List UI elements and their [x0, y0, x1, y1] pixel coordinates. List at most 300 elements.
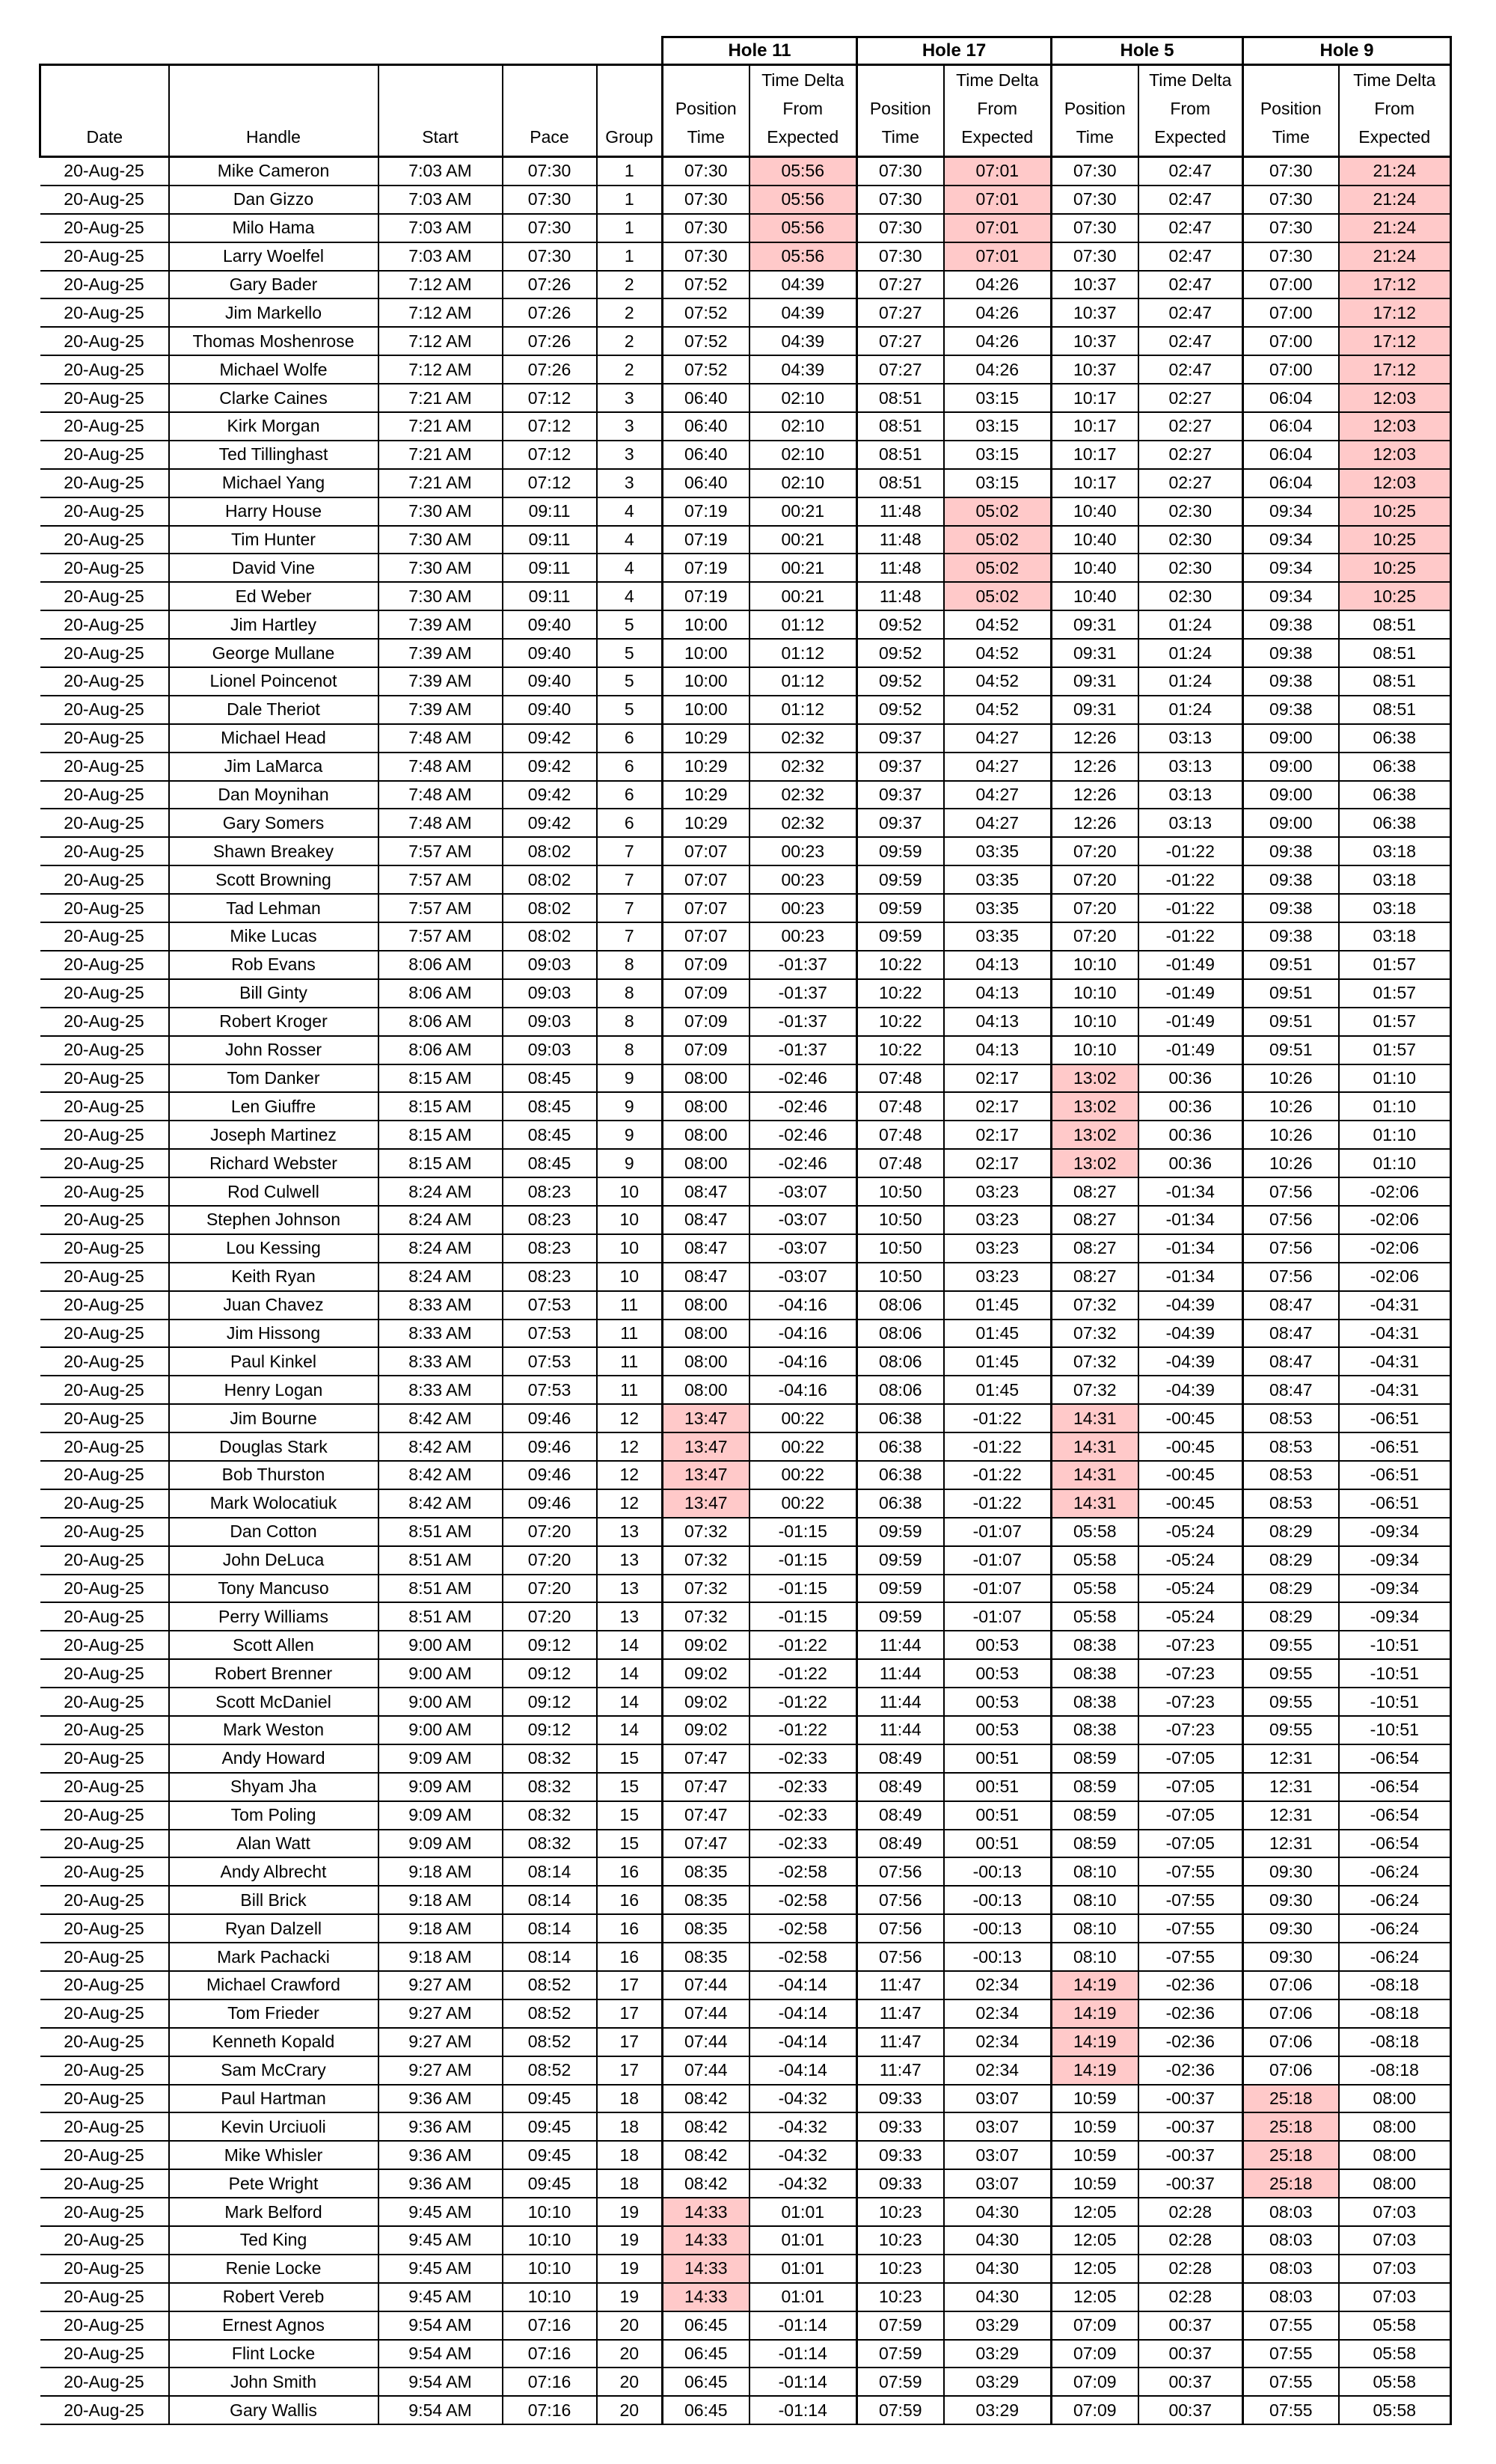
group-cell: 1: [597, 157, 663, 186]
position-time-cell: 07:30: [1052, 186, 1138, 214]
time-delta-cell: 00:37: [1138, 2340, 1243, 2368]
position-time-cell: 07:09: [1052, 2340, 1138, 2368]
start-cell: 7:39 AM: [378, 696, 503, 724]
start-cell: 9:27 AM: [378, 1999, 503, 2028]
date-cell: 20-Aug-25: [40, 1886, 169, 1914]
pace-cell: 09:42: [503, 809, 597, 837]
time-delta-cell: 00:21: [749, 497, 857, 526]
position-time-cell: 08:47: [1243, 1320, 1339, 1348]
group-cell: 9: [597, 1064, 663, 1093]
group-cell: 6: [597, 753, 663, 781]
time-delta-cell: 03:18: [1339, 865, 1451, 894]
group-cell: 12: [597, 1432, 663, 1461]
table-row: [40, 327, 1451, 355]
position-time-cell: 09:02: [663, 1716, 749, 1744]
column-header: [857, 65, 944, 157]
pace-cell: 09:03: [503, 1036, 597, 1064]
position-time-cell: 11:48: [857, 582, 944, 610]
handle-cell: Rod Culwell: [169, 1177, 378, 1206]
time-delta-cell: 02:34: [944, 2056, 1052, 2085]
time-delta-cell: 02:32: [749, 753, 857, 781]
pace-cell: 08:32: [503, 1773, 597, 1801]
start-cell: 7:30 AM: [378, 497, 503, 526]
start-cell: 8:15 AM: [378, 1064, 503, 1093]
time-delta-cell: -08:18: [1339, 2028, 1451, 2056]
time-delta-cell: -04:39: [1138, 1291, 1243, 1320]
time-delta-cell: -01:22: [749, 1688, 857, 1716]
column-header: Group: [597, 65, 663, 157]
time-delta-cell: 02:30: [1138, 526, 1243, 554]
position-time-cell: 08:49: [857, 1801, 944, 1830]
position-time-cell: 08:00: [663, 1092, 749, 1121]
table-row: [40, 809, 1451, 837]
table-row: [40, 1971, 1451, 1999]
pace-cell: 08:23: [503, 1177, 597, 1206]
position-time-cell: 07:09: [663, 951, 749, 979]
date-cell: 20-Aug-25: [40, 497, 169, 526]
time-delta-cell: -06:51: [1339, 1489, 1451, 1518]
time-delta-cell: 04:13: [944, 1036, 1052, 1064]
time-delta-cell: -04:39: [1138, 1320, 1243, 1348]
time-delta-cell: 02:10: [749, 412, 857, 441]
start-cell: 9:45 AM: [378, 2226, 503, 2255]
pace-cell: 09:45: [503, 2112, 597, 2141]
pace-cell: 08:14: [503, 1943, 597, 1971]
group-cell: 17: [597, 1971, 663, 1999]
handle-cell: Tim Hunter: [169, 526, 378, 554]
position-time-cell: 08:10: [1052, 1886, 1138, 1914]
date-cell: 20-Aug-25: [40, 865, 169, 894]
column-header-line: From: [1170, 99, 1211, 118]
time-delta-cell: -00:45: [1138, 1489, 1243, 1518]
time-delta-cell: 03:13: [1138, 753, 1243, 781]
time-delta-cell: -07:05: [1138, 1801, 1243, 1830]
group-cell: 18: [597, 2141, 663, 2169]
time-delta-cell: 03:07: [944, 2112, 1052, 2141]
time-delta-cell: 08:51: [1339, 667, 1451, 696]
time-delta-cell: 21:24: [1339, 242, 1451, 271]
time-delta-cell: 02:17: [944, 1121, 1052, 1149]
column-header: [1052, 65, 1138, 157]
position-time-cell: 10:29: [663, 724, 749, 753]
position-time-cell: 09:55: [1243, 1631, 1339, 1659]
handle-cell: Ed Weber: [169, 582, 378, 610]
column-header: Date: [40, 65, 169, 157]
time-delta-cell: -07:55: [1138, 1886, 1243, 1914]
start-cell: 7:30 AM: [378, 554, 503, 582]
position-time-cell: 07:07: [663, 837, 749, 865]
position-time-cell: 07:32: [1052, 1347, 1138, 1376]
start-cell: 8:51 AM: [378, 1602, 503, 1631]
column-header-line: From: [1374, 99, 1415, 118]
time-delta-cell: 03:18: [1339, 837, 1451, 865]
group-cell: 2: [597, 327, 663, 355]
position-time-cell: 09:52: [857, 696, 944, 724]
time-delta-cell: 07:03: [1339, 2226, 1451, 2255]
time-delta-cell: 02:27: [1138, 384, 1243, 412]
time-delta-cell: 04:26: [944, 271, 1052, 299]
time-delta-cell: 02:47: [1138, 298, 1243, 327]
position-time-cell: 09:51: [1243, 951, 1339, 979]
handle-cell: Dan Gizzo: [169, 186, 378, 214]
time-delta-cell: 08:00: [1339, 2169, 1451, 2198]
position-time-cell: 10:17: [1052, 469, 1138, 497]
time-delta-cell: -00:37: [1138, 2112, 1243, 2141]
table-row: [40, 1518, 1451, 1546]
time-delta-cell: 02:10: [749, 384, 857, 412]
time-delta-cell: 04:27: [944, 753, 1052, 781]
handle-cell: Paul Kinkel: [169, 1347, 378, 1376]
position-time-cell: 07:19: [663, 582, 749, 610]
pace-cell: 08:23: [503, 1234, 597, 1263]
time-delta-cell: 05:02: [944, 582, 1052, 610]
time-delta-cell: -06:51: [1339, 1461, 1451, 1489]
time-delta-cell: 05:02: [944, 526, 1052, 554]
time-delta-cell: 00:53: [944, 1659, 1052, 1688]
position-time-cell: 07:30: [1243, 242, 1339, 271]
time-delta-cell: -01:15: [749, 1518, 857, 1546]
date-cell: 20-Aug-25: [40, 951, 169, 979]
date-cell: 20-Aug-25: [40, 554, 169, 582]
time-delta-cell: 10:25: [1339, 497, 1451, 526]
time-delta-cell: 00:51: [944, 1801, 1052, 1830]
position-time-cell: 09:55: [1243, 1688, 1339, 1716]
pace-cell: 09:03: [503, 951, 597, 979]
time-delta-cell: -07:05: [1138, 1830, 1243, 1858]
position-time-cell: 07:48: [857, 1092, 944, 1121]
position-time-cell: 09:59: [857, 1546, 944, 1575]
time-delta-cell: 00:21: [749, 582, 857, 610]
start-cell: 7:30 AM: [378, 582, 503, 610]
position-time-cell: 12:31: [1243, 1830, 1339, 1858]
time-delta-cell: -02:33: [749, 1744, 857, 1773]
pace-cell: 10:10: [503, 2255, 597, 2283]
position-time-cell: 10:29: [663, 753, 749, 781]
handle-cell: Joseph Martinez: [169, 1121, 378, 1149]
group-cell: 4: [597, 582, 663, 610]
table-row: [40, 922, 1451, 951]
pace-cell: 07:30: [503, 242, 597, 271]
position-time-cell: 08:03: [1243, 2283, 1339, 2311]
date-cell: 20-Aug-25: [40, 2396, 169, 2424]
date-cell: 20-Aug-25: [40, 1801, 169, 1830]
time-delta-cell: 02:47: [1138, 327, 1243, 355]
time-delta-cell: 03:35: [944, 922, 1052, 951]
table-row: [40, 979, 1451, 1008]
handle-cell: Andy Howard: [169, 1744, 378, 1773]
start-cell: 9:09 AM: [378, 1801, 503, 1830]
pace-cell: 08:45: [503, 1092, 597, 1121]
time-delta-cell: -02:46: [749, 1064, 857, 1093]
handle-cell: Michael Wolfe: [169, 355, 378, 384]
pace-cell: 08:14: [503, 1914, 597, 1943]
start-cell: 7:39 AM: [378, 639, 503, 667]
time-delta-cell: -06:54: [1339, 1744, 1451, 1773]
pace-cell: 07:30: [503, 186, 597, 214]
time-delta-cell: -06:24: [1339, 1857, 1451, 1886]
time-delta-cell: -02:36: [1138, 1999, 1243, 2028]
position-time-cell: 09:59: [857, 837, 944, 865]
position-time-cell: 08:53: [1243, 1461, 1339, 1489]
position-time-cell: 09:59: [857, 865, 944, 894]
date-cell: 20-Aug-25: [40, 1575, 169, 1603]
date-cell: 20-Aug-25: [40, 1518, 169, 1546]
handle-cell: Sam McCrary: [169, 2056, 378, 2085]
position-time-cell: 07:06: [1243, 2056, 1339, 2085]
table-row: [40, 1830, 1451, 1858]
time-delta-cell: -04:14: [749, 2028, 857, 2056]
time-delta-cell: 04:27: [944, 781, 1052, 809]
group-cell: 1: [597, 186, 663, 214]
position-time-cell: 08:47: [663, 1263, 749, 1291]
time-delta-cell: -06:24: [1339, 1943, 1451, 1971]
time-delta-cell: -04:31: [1339, 1291, 1451, 1320]
date-cell: 20-Aug-25: [40, 2028, 169, 2056]
time-delta-cell: 00:36: [1138, 1149, 1243, 1177]
time-delta-cell: -00:45: [1138, 1432, 1243, 1461]
position-time-cell: 13:02: [1052, 1064, 1138, 1093]
time-delta-cell: -05:24: [1138, 1546, 1243, 1575]
handle-cell: Tom Poling: [169, 1801, 378, 1830]
table-row: [40, 497, 1451, 526]
time-delta-cell: -01:07: [944, 1575, 1052, 1603]
table-row: [40, 724, 1451, 753]
position-time-cell: 07:19: [663, 497, 749, 526]
time-delta-cell: -10:51: [1339, 1716, 1451, 1744]
position-time-cell: 08:51: [857, 469, 944, 497]
handle-cell: Jim LaMarca: [169, 753, 378, 781]
column-header: [1138, 65, 1243, 157]
handle-cell: Ted King: [169, 2226, 378, 2255]
time-delta-cell: -06:24: [1339, 1914, 1451, 1943]
time-delta-cell: -03:07: [749, 1234, 857, 1263]
handle-cell: Len Giuffre: [169, 1092, 378, 1121]
time-delta-cell: 01:45: [944, 1347, 1052, 1376]
pace-cell: 07:20: [503, 1602, 597, 1631]
position-time-cell: 07:32: [663, 1546, 749, 1575]
time-delta-cell: 02:30: [1138, 582, 1243, 610]
group-cell: 17: [597, 1999, 663, 2028]
time-delta-cell: 00:21: [749, 554, 857, 582]
position-time-cell: 08:53: [1243, 1432, 1339, 1461]
time-delta-cell: 00:23: [749, 865, 857, 894]
position-time-cell: 08:35: [663, 1914, 749, 1943]
time-delta-cell: 04:39: [749, 355, 857, 384]
time-delta-cell: 06:38: [1339, 724, 1451, 753]
table-row: [40, 214, 1451, 242]
pace-cell: 07:16: [503, 2340, 597, 2368]
time-delta-cell: 03:13: [1138, 781, 1243, 809]
start-cell: 7:48 AM: [378, 781, 503, 809]
handle-cell: Perry Williams: [169, 1602, 378, 1631]
table-row: [40, 1206, 1451, 1234]
time-delta-cell: 02:17: [944, 1149, 1052, 1177]
date-cell: 20-Aug-25: [40, 2056, 169, 2085]
column-header-line: Expected: [1358, 127, 1431, 147]
date-cell: 20-Aug-25: [40, 2255, 169, 2283]
table-row: [40, 554, 1451, 582]
column-header-line: Time Delta: [1353, 70, 1436, 90]
group-cell: 13: [597, 1546, 663, 1575]
date-cell: 20-Aug-25: [40, 1121, 169, 1149]
pace-cell: 07:53: [503, 1376, 597, 1404]
group-cell: 14: [597, 1631, 663, 1659]
pace-cell: 10:10: [503, 2283, 597, 2311]
table-row: [40, 1092, 1451, 1121]
position-time-cell: 08:29: [1243, 1518, 1339, 1546]
time-delta-cell: 01:12: [749, 667, 857, 696]
position-time-cell: 09:37: [857, 724, 944, 753]
date-cell: 20-Aug-25: [40, 1064, 169, 1093]
time-delta-cell: 03:13: [1138, 809, 1243, 837]
column-header: [749, 65, 857, 157]
time-delta-cell: -07:23: [1138, 1716, 1243, 1744]
date-cell: 20-Aug-25: [40, 1688, 169, 1716]
time-delta-cell: -01:37: [749, 951, 857, 979]
time-delta-cell: 00:53: [944, 1716, 1052, 1744]
time-delta-cell: 00:51: [944, 1773, 1052, 1801]
time-delta-cell: -02:33: [749, 1801, 857, 1830]
table-row: [40, 1801, 1451, 1830]
time-delta-cell: -02:06: [1339, 1177, 1451, 1206]
table-row: [40, 1008, 1451, 1036]
time-delta-cell: 02:27: [1138, 412, 1243, 441]
pace-cell: 09:11: [503, 582, 597, 610]
position-time-cell: 09:52: [857, 639, 944, 667]
group-cell: 11: [597, 1376, 663, 1404]
date-cell: 20-Aug-25: [40, 2311, 169, 2340]
pace-cell: 07:26: [503, 298, 597, 327]
table-row: [40, 1064, 1451, 1093]
position-time-cell: 10:23: [857, 2226, 944, 2255]
start-cell: 7:39 AM: [378, 610, 503, 639]
date-cell: 20-Aug-25: [40, 271, 169, 299]
date-cell: 20-Aug-25: [40, 214, 169, 242]
position-time-cell: 07:55: [1243, 2396, 1339, 2424]
position-time-cell: 09:00: [1243, 724, 1339, 753]
start-cell: 7:21 AM: [378, 441, 503, 469]
position-time-cell: 09:33: [857, 2141, 944, 2169]
position-time-cell: 09:34: [1243, 582, 1339, 610]
handle-cell: Ryan Dalzell: [169, 1914, 378, 1943]
pace-cell: 08:23: [503, 1263, 597, 1291]
handle-cell: John DeLuca: [169, 1546, 378, 1575]
table-body: [40, 157, 1451, 2425]
pace-cell: 08:32: [503, 1801, 597, 1830]
table-row: [40, 610, 1451, 639]
date-cell: 20-Aug-25: [40, 1914, 169, 1943]
time-delta-cell: 12:03: [1339, 384, 1451, 412]
group-cell: 4: [597, 526, 663, 554]
time-delta-cell: -01:34: [1138, 1234, 1243, 1263]
position-time-cell: 07:30: [1243, 214, 1339, 242]
position-time-cell: 06:04: [1243, 441, 1339, 469]
time-delta-cell: -02:36: [1138, 2028, 1243, 2056]
position-time-cell: 08:10: [1052, 1943, 1138, 1971]
position-time-cell: 25:18: [1243, 2112, 1339, 2141]
time-delta-cell: 04:39: [749, 298, 857, 327]
hole-header: Hole 17: [857, 37, 1052, 65]
position-time-cell: 25:18: [1243, 2169, 1339, 2198]
position-time-cell: 10:40: [1052, 582, 1138, 610]
column-header-line: Position: [1064, 99, 1126, 118]
position-time-cell: 07:56: [1243, 1206, 1339, 1234]
group-cell: 8: [597, 951, 663, 979]
time-delta-cell: 00:23: [749, 837, 857, 865]
start-cell: 8:24 AM: [378, 1263, 503, 1291]
table-row: [40, 837, 1451, 865]
group-cell: 6: [597, 724, 663, 753]
time-delta-cell: 03:13: [1138, 724, 1243, 753]
date-cell: 20-Aug-25: [40, 1234, 169, 1263]
time-delta-cell: 03:15: [944, 441, 1052, 469]
date-cell: 20-Aug-25: [40, 837, 169, 865]
position-time-cell: 07:30: [663, 186, 749, 214]
date-cell: 20-Aug-25: [40, 1404, 169, 1432]
position-time-cell: 06:45: [663, 2340, 749, 2368]
handle-cell: Gary Bader: [169, 271, 378, 299]
start-cell: 7:03 AM: [378, 214, 503, 242]
position-time-cell: 06:45: [663, 2311, 749, 2340]
start-cell: 9:36 AM: [378, 2169, 503, 2198]
handle-cell: Mark Wolocatiuk: [169, 1489, 378, 1518]
position-time-cell: 12:26: [1052, 724, 1138, 753]
pace-cell: 09:46: [503, 1404, 597, 1432]
position-time-cell: 08:00: [663, 1121, 749, 1149]
group-cell: 13: [597, 1575, 663, 1603]
pace-cell: 07:20: [503, 1518, 597, 1546]
time-delta-cell: 01:24: [1138, 639, 1243, 667]
time-delta-cell: -01:37: [749, 979, 857, 1008]
handle-cell: Kevin Urciuoli: [169, 2112, 378, 2141]
pace-cell: 09:03: [503, 1008, 597, 1036]
date-cell: 20-Aug-25: [40, 1716, 169, 1744]
time-delta-cell: -01:49: [1138, 979, 1243, 1008]
time-delta-cell: 00:22: [749, 1489, 857, 1518]
time-delta-cell: -07:05: [1138, 1744, 1243, 1773]
group-cell: 9: [597, 1149, 663, 1177]
time-delta-cell: 04:26: [944, 355, 1052, 384]
time-delta-cell: 03:15: [944, 384, 1052, 412]
group-cell: 16: [597, 1857, 663, 1886]
date-cell: 20-Aug-25: [40, 1489, 169, 1518]
position-time-cell: 10:26: [1243, 1092, 1339, 1121]
position-time-cell: 07:30: [1052, 214, 1138, 242]
position-time-cell: 07:27: [857, 298, 944, 327]
position-time-cell: 08:35: [663, 1886, 749, 1914]
table-row: [40, 2085, 1451, 2113]
table-row: [40, 582, 1451, 610]
time-delta-cell: -01:37: [749, 1036, 857, 1064]
time-delta-cell: -04:16: [749, 1376, 857, 1404]
position-time-cell: 07:30: [857, 214, 944, 242]
time-delta-cell: -04:14: [749, 1999, 857, 2028]
time-delta-cell: 01:57: [1339, 951, 1451, 979]
handle-cell: Dan Cotton: [169, 1518, 378, 1546]
group-cell: 19: [597, 2226, 663, 2255]
column-header-line: Position: [869, 99, 931, 118]
position-time-cell: 07:32: [663, 1602, 749, 1631]
position-time-cell: 08:53: [1243, 1404, 1339, 1432]
pace-cell: 09:12: [503, 1659, 597, 1688]
date-cell: 20-Aug-25: [40, 2085, 169, 2113]
handle-cell: Scott McDaniel: [169, 1688, 378, 1716]
pace-cell: 10:10: [503, 2226, 597, 2255]
date-cell: 20-Aug-25: [40, 582, 169, 610]
handle-cell: Ted Tillinghast: [169, 441, 378, 469]
pace-cell: 07:26: [503, 327, 597, 355]
pace-cell: 09:45: [503, 2141, 597, 2169]
